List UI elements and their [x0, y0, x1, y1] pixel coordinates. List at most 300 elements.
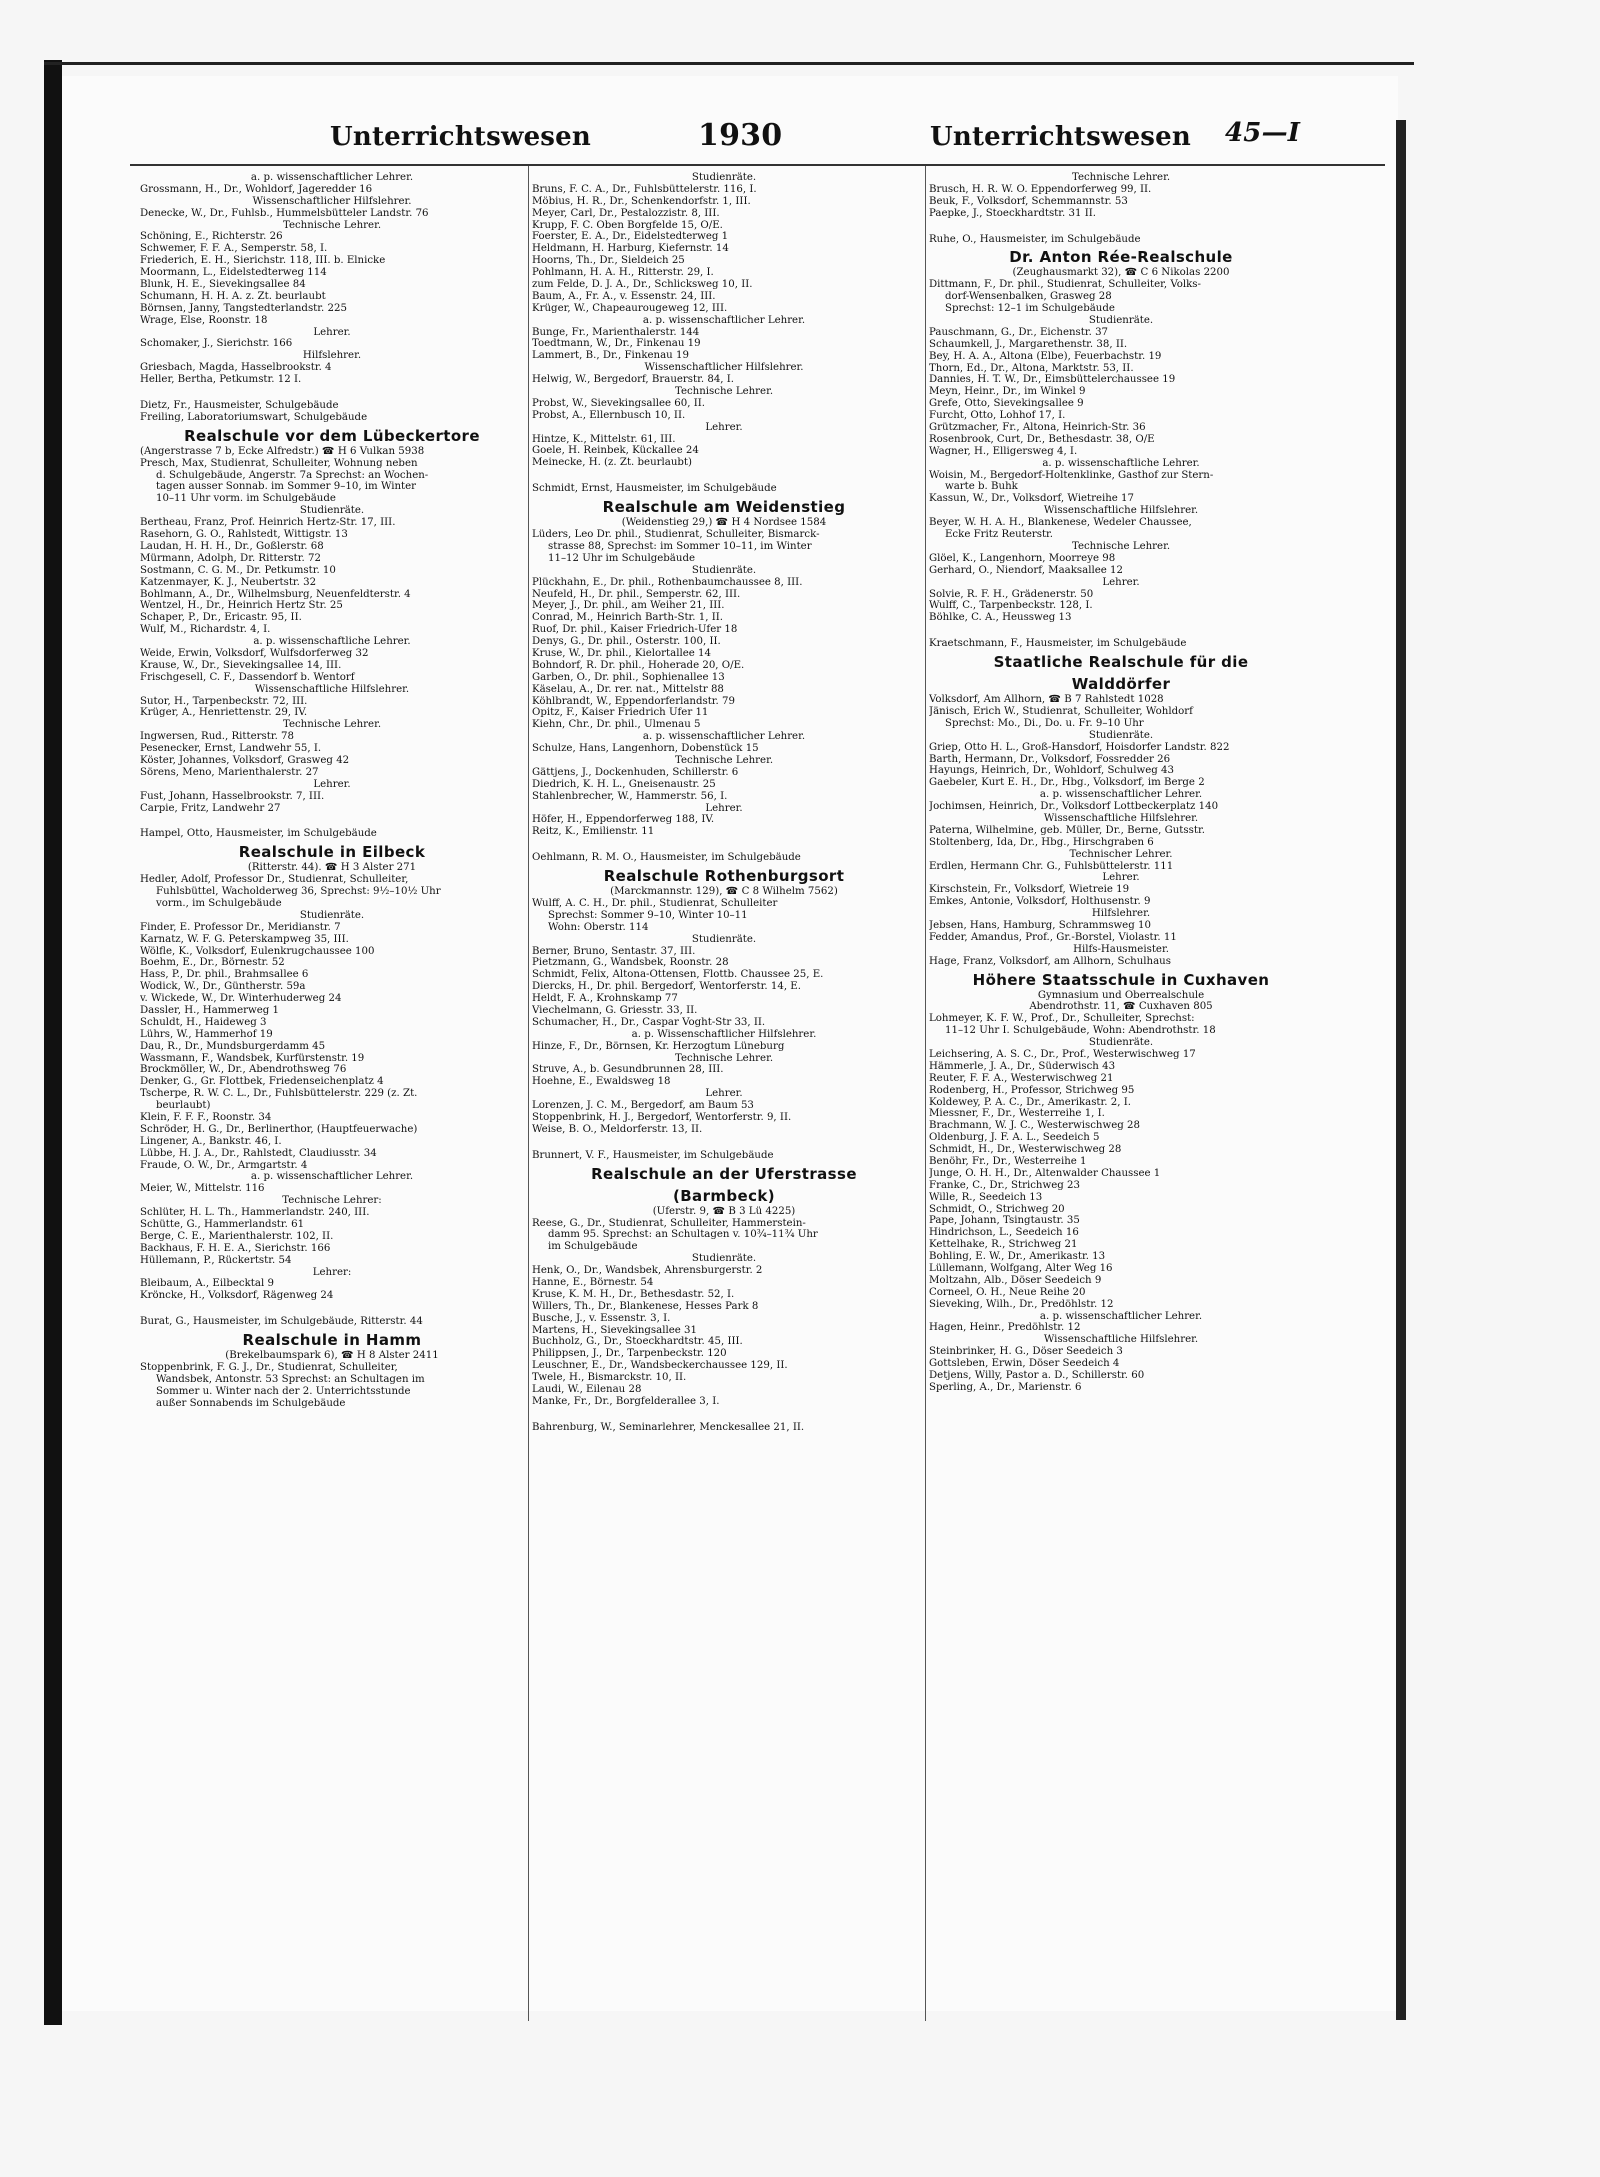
entry-line: Dassler, H., Hammerweg 1	[140, 1005, 279, 1016]
entry-line: Lübbe, H. J. A., Dr., Rahlstedt, Claudiusstr. 34	[140, 1147, 377, 1159]
entry-line: warte b. Buhk	[945, 481, 1018, 493]
entry-line: Volksdorf, Am Allhorn, ☎ B 7 Rahlstedt 1028	[929, 694, 1164, 706]
entry-line: Lorenzen, J. C. M., Bergedorf, am Baum 53	[532, 1100, 754, 1112]
entry-line: Finder, E. Professor Dr., Meridianstr. 7	[140, 921, 341, 933]
entry-line: Woisin, M., Bergedorf-Holtenklinke, Gasthof zur Stern-	[929, 469, 1214, 481]
entry-line: Schomaker, J., Sierichstr. 166	[140, 338, 293, 350]
subsection-label: (Brekelbaumspark 6), ☎ H 8 Alster 2411	[225, 1350, 439, 1362]
entry-line: Pohlmann, H. A. H., Ritterstr. 29, I.	[532, 267, 714, 279]
entry-line: Lammert, B., Dr., Finkenau 19	[532, 350, 689, 362]
entry-line: Solvie, R. F. H., Grädenerstr. 50	[929, 588, 1094, 600]
entry-line: Griep, Otto H. L., Groß-Hansdorf, Hoisdorfer Landstr. 822	[929, 741, 1230, 753]
entry-line: Bohndorf, R. Dr. phil., Hoherade 20, O/E.	[532, 659, 745, 671]
entry-line: Pietzmann, G., Wandsbek, Roonstr. 28	[532, 957, 729, 969]
entry-line: Diedrich, K. H. L., Gneisenaustr. 25	[532, 778, 716, 790]
entry-line: Diercks, H., Dr. phil. Bergedorf, Wentorferstr. 14, E.	[532, 981, 801, 993]
entry-line: Gaebeler, Kurt E. H., Dr., Hbg., Volksdorf, im Berge 2	[929, 777, 1205, 789]
entry-line: Ruof, Dr. phil., Kaiser Friedrich-Ufer 18	[532, 624, 738, 636]
spacer	[929, 220, 1313, 234]
entry-line: Berner, Bruno, Sentastr. 37, III.	[532, 945, 696, 957]
entry-line: Köster, Johannes, Volksdorf, Grasweg 42	[140, 754, 350, 766]
entry-line: Pesenecker, Ernst, Landwehr 55, I.	[140, 743, 322, 755]
entry-line: Junge, O. H. H., Dr., Altenwalder Chaussee 1	[929, 1167, 1161, 1179]
text-column-3	[929, 172, 1313, 1394]
subsection-label: Technische Lehrer.	[1071, 540, 1171, 552]
entry-line: Karnatz, W. F. G. Peterskampweg 35, III.	[140, 933, 349, 945]
entry-line: Heller, Bertha, Petkumstr. 12 I.	[140, 374, 302, 386]
entry-line: Corneel, O. H., Neue Reihe 20	[929, 1286, 1086, 1298]
entry-line: Glöel, K., Langenhorn, Moorreye 98	[929, 552, 1116, 564]
entry-line: Laudi, W., Eilenau 28	[532, 1384, 642, 1396]
entry-line: v. Wickede, W., Dr. Winterhuderweg 24	[140, 993, 342, 1005]
entry-line: Mürmann, Adolph, Dr. Ritterstr. 72	[140, 552, 321, 564]
section-heading: Realschule Rothenburgsort	[603, 867, 845, 886]
entry-line: Heldmann, H. Harburg, Kiefernstr. 14	[532, 243, 729, 255]
entry-line: Wulff, A. C. H., Dr. phil., Studienrat, Schulleiter	[532, 897, 778, 909]
entry-line: Hampel, Otto, Hausmeister, im Schulgebäude	[140, 828, 377, 840]
subsection-label: Studienräte.	[691, 564, 757, 576]
subsection-label: Wissenschaftliche Hilfslehrer.	[1043, 812, 1199, 824]
subsection-label: Lehrer.	[313, 778, 351, 790]
entry-line: Sperling, A., Dr., Marienstr. 6	[929, 1381, 1082, 1393]
entry-line: Helwig, W., Bergedorf, Brauerstr. 84, I.	[532, 374, 735, 386]
entry-line: Garben, O., Dr. phil., Sophienallee 13	[532, 671, 725, 683]
subsection-label: a. p. wissenschaftlicher Lehrer.	[1039, 1310, 1203, 1322]
entry-line: Schütte, G., Hammerlandstr. 61	[140, 1219, 305, 1231]
subsection-label: Studienräte.	[299, 909, 365, 921]
entry-line: Detjens, Willy, Pastor a. D., Schillerstr. 60	[929, 1370, 1145, 1382]
entry-line: strasse 88, Sprechst: im Sommer 10–11, im Winter	[548, 540, 812, 552]
spacer	[532, 469, 916, 483]
text-column-2	[532, 172, 916, 1434]
entry-line: Benöhr, Fr., Dr., Westerreihe 1	[929, 1156, 1087, 1168]
subsection-label: (Ritterstr. 44). ☎ H 3 Alster 271	[247, 862, 417, 874]
entry-line: Sommer u. Winter nach der 2. Unterrichtsstunde	[156, 1385, 411, 1397]
entry-line: Griesbach, Magda, Hasselbrookstr. 4	[140, 362, 332, 374]
entry-line: Bey, H. A. A., Altona (Elbe), Feuerbachstr. 19	[929, 350, 1162, 362]
entry-line: Wassmann, F., Wandsbek, Kurfürstenstr. 19	[140, 1052, 365, 1064]
entry-line: Hoorns, Th., Dr., Sieldeich 25	[532, 255, 685, 267]
subsection-label: Studienräte.	[1088, 729, 1154, 741]
entry-line: Stoppenbrink, H. J., Bergedorf, Wentorferstr. 9, II.	[532, 1112, 792, 1124]
entry-line: Hage, Franz, Volksdorf, am Allhorn, Schulhaus	[929, 955, 1171, 967]
entry-line: Franke, C., Dr., Strichweg 23	[929, 1179, 1080, 1191]
entry-line: Rodenberg, H., Professor, Strichweg 95	[929, 1084, 1135, 1096]
subsection-label: Lehrer:	[312, 1266, 352, 1278]
entry-line: Denker, G., Gr. Flottbek, Friedenseichenplatz 4	[140, 1076, 384, 1088]
entry-line: Dau, R., Dr., Mundsburgerdamm 45	[140, 1040, 326, 1052]
entry-line: Hedler, Adolf, Professor Dr., Studienrat, Schulleiter,	[140, 874, 409, 886]
entry-line: Struve, A., b. Gesundbrunnen 28, III.	[532, 1064, 724, 1076]
entry-line: dorf-Wensenbalken, Grasweg 28	[945, 291, 1112, 303]
entry-line: Carpie, Fritz, Landwehr 27	[140, 802, 281, 814]
subsection-label: a. p. wissenschaftliche Lehrer.	[1042, 457, 1200, 469]
entry-line: Buchholz, G., Dr., Stoeckhardtstr. 45, III.	[532, 1336, 743, 1348]
entry-line: Grützmacher, Fr., Altona, Heinrich-Str. 36	[929, 422, 1146, 434]
entry-line: Bruns, F. C. A., Dr., Fuhlsbüttelerstr. 116, I.	[532, 183, 757, 195]
entry-line: Miessner, F., Dr., Westerreihe 1, I.	[929, 1108, 1105, 1120]
page-number: 45—I	[1225, 118, 1301, 148]
entry-line: Dittmann, F., Dr. phil., Studienrat, Schulleiter, Volks-	[929, 279, 1201, 291]
entry-line: Wentzel, H., Dr., Heinrich Hertz Str. 25	[140, 600, 343, 612]
subsection-label: Technische Lehrer.	[674, 754, 774, 766]
subsection-label: Lehrer.	[313, 326, 351, 338]
entry-line: Fraude, O. W., Dr., Armgartstr. 4	[140, 1159, 308, 1171]
entry-line: Toedtmann, W., Dr., Finkenau 19	[532, 338, 701, 350]
section-heading: Realschule in Eilbeck	[238, 843, 426, 862]
entry-line: Bunge, Fr., Marienthalerstr. 144	[532, 326, 700, 338]
entry-line: Grossmann, H., Dr., Wohldorf, Jageredder 16	[140, 183, 373, 195]
right-page-edge	[1396, 120, 1406, 2020]
entry-line: Katzenmayer, K. J., Neubertstr. 32	[140, 576, 317, 588]
subsection-label: Wissenschaftliche Hilfslehrer.	[254, 683, 410, 695]
subsection-label: Wissenschaftlicher Hilfslehrer.	[644, 362, 804, 374]
entry-line: Schmidt, Felix, Altona-Ottensen, Flottb. Chaussee 25, E.	[532, 969, 824, 981]
entry-line: Schwemer, F. F. A., Semperstr. 58, I.	[140, 243, 328, 255]
section-heading: Realschule am Weidenstieg	[602, 498, 846, 517]
entry-line: Meier, W., Mittelstr. 116	[140, 1183, 265, 1195]
entry-line: Wulff, C., Tarpenbeckstr. 128, I.	[929, 600, 1093, 612]
entry-line: Weide, Erwin, Volksdorf, Wulfsdorferweg 32	[140, 647, 369, 659]
entry-line: Sprechst: 12–1 im Schulgebäude	[945, 303, 1115, 315]
entry-line: Hass, P., Dr. phil., Brahmsallee 6	[140, 969, 309, 981]
entry-line: Stahlenbrecher, W., Hammerstr. 56, I.	[532, 790, 728, 802]
entry-line: Schumacher, H., Dr., Caspar Voght-Str 33, II.	[532, 1016, 766, 1028]
section-heading: (Barmbeck)	[672, 1186, 776, 1205]
subsection-label: (Uferstr. 9, ☎ B 3 Lü 4225)	[652, 1205, 796, 1217]
entry-line: Rosenbrook, Curt, Dr., Bethesdastr. 38, O/E	[929, 433, 1155, 445]
entry-line: Paepke, J., Stoeckhardtstr. 31 II.	[929, 207, 1096, 219]
entry-line: Käselau, A., Dr. rer. nat., Mittelstr 88	[532, 683, 724, 695]
header-year: 1930	[698, 118, 783, 153]
entry-line: Kassun, W., Dr., Volksdorf, Wietreihe 17	[929, 493, 1135, 505]
subsection-label: Gymnasium und Oberrealschule	[1037, 989, 1205, 1001]
entry-line: Oldenburg, J. F. A. L., Seedeich 5	[929, 1132, 1100, 1144]
subsection-label: a. p. wissenschaftlicher Lehrer.	[642, 314, 806, 326]
entry-line: Rasehorn, G. O., Rahlstedt, Wittigstr. 13	[140, 529, 348, 541]
entry-line: Probst, W., Sievekingsallee 60, II.	[532, 397, 705, 409]
entry-line: Krüger, A., Henriettenstr. 29, IV.	[140, 707, 308, 719]
entry-line: Hayungs, Heinrich, Dr., Wohldorf, Schulweg 43	[929, 765, 1174, 777]
subsection-label: Studienräte.	[691, 1253, 757, 1265]
entry-line: Gättjens, J., Dockenhuden, Schillerstr. 6	[532, 766, 739, 778]
entry-line: Schmidt, Ernst, Hausmeister, im Schulgebäude	[532, 483, 777, 495]
entry-line: Fust, Johann, Hasselbrookstr. 7, III.	[140, 790, 325, 802]
subsection-label: Technische Lehrer.	[674, 386, 774, 398]
top-edge-rule	[44, 62, 1414, 65]
subsection-label: Technische Lehrer.	[674, 1052, 774, 1064]
entry-line: Wille, R., Seedeich 13	[929, 1191, 1043, 1203]
entry-line: Jebsen, Hans, Hamburg, Schrammsweg 10	[929, 919, 1151, 931]
subsection-label: Studienräte.	[691, 933, 757, 945]
entry-line: Kraetschmann, F., Hausmeister, im Schulgebäude	[929, 638, 1187, 650]
entry-line: Hindrichson, L., Seedeich 16	[929, 1227, 1079, 1239]
entry-line: Bertheau, Franz, Prof. Heinrich Hertz-Str. 17, III.	[140, 517, 396, 529]
entry-line: Dietz, Fr., Hausmeister, Schulgebäude	[140, 400, 339, 412]
entry-line: Krupp, F. C. Oben Borgfelde 15, O/E.	[532, 219, 723, 231]
entry-line: Pauschmann, G., Dr., Eichenstr. 37	[929, 326, 1109, 338]
entry-line: Moltzahn, Alb., Döser Seedeich 9	[929, 1274, 1102, 1286]
entry-line: Wulf, M., Richardstr. 4, I.	[140, 624, 271, 636]
entry-line: Börnsen, Janny, Tangstedterlandstr. 225	[140, 302, 347, 314]
subsection-label: Lehrer.	[705, 1088, 743, 1100]
subsection-label: Studienräte.	[691, 172, 757, 183]
subsection-label: Wissenschaftlicher Hilfslehrer.	[252, 195, 412, 207]
entry-line: Schmidt, H., Dr., Westerwischweg 28	[929, 1144, 1122, 1156]
entry-line: Hüllemann, P., Rückertstr. 54	[140, 1254, 292, 1266]
subsection-label: Technische Lehrer.	[282, 219, 382, 231]
subsection-label: Studienräte.	[299, 505, 365, 517]
entry-line: Oehlmann, R. M. O., Hausmeister, im Schulgebäude	[532, 852, 801, 864]
entry-line: vorm., im Schulgebäude	[156, 897, 282, 909]
entry-line: Foerster, E. A., Dr., Eidelstedterweg 1	[532, 231, 729, 243]
page-header	[300, 118, 1380, 158]
entry-line: Bleibaum, A., Eilbecktal 9	[140, 1278, 274, 1290]
entry-line: Neufeld, H., Dr. phil., Semperstr. 62, III.	[532, 588, 741, 600]
entry-line: Beuk, F., Volksdorf, Schemmannstr. 53	[929, 195, 1128, 207]
entry-line: Dannies, H. T. W., Dr., Eimsbüttelerchaussee 19	[929, 374, 1176, 386]
entry-line: Twele, H., Bismarckstr. 10, II.	[532, 1372, 687, 1384]
entry-line: (Angerstrasse 7 b, Ecke Alfredstr.) ☎ H 6 Vulkan 5938	[140, 445, 425, 457]
entry-line: Opitz, F., Kaiser Friedrich Ufer 11	[532, 707, 709, 719]
entry-line: Brockmöller, W., Dr., Abendrothsweg 76	[140, 1064, 347, 1076]
entry-line: Reese, G., Dr., Studienrat, Schulleiter, Hammerstein-	[532, 1217, 806, 1229]
entry-line: Meinecke, H. (z. Zt. beurlaubt)	[532, 457, 692, 469]
entry-line: Schöning, E., Richterstr. 26	[140, 231, 283, 243]
entry-line: Sostmann, C. G. M., Dr. Petkumstr. 10	[140, 564, 336, 576]
entry-line: Furcht, Otto, Lohhof 17, I.	[929, 410, 1066, 422]
entry-line: Kruse, K. M. H., Dr., Bethesdastr. 52, I.	[532, 1288, 735, 1300]
entry-line: Stoltenberg, Ida, Dr., Hbg., Hirschgraben 6	[929, 836, 1154, 848]
entry-line: Hintze, K., Mittelstr. 61, III.	[532, 433, 676, 445]
entry-line: Brunnert, V. F., Hausmeister, im Schulgebäude	[532, 1149, 774, 1161]
entry-line: Freiling, Laboratoriumswart, Schulgebäude	[140, 411, 368, 423]
entry-line: Friederich, E. H., Sierichstr. 118, III. b. Elnicke	[140, 255, 386, 267]
subsection-label: Lehrer.	[705, 421, 743, 433]
entry-line: Lührs, W., Hammerhof 19	[140, 1028, 273, 1040]
entry-line: Hämmerle, J. A., Dr., Süderwisch 43	[929, 1060, 1116, 1072]
subsection-label: Technische Lehrer.	[282, 719, 382, 731]
subsection-label: a. p. Wissenschaftlicher Hilfslehrer.	[631, 1028, 817, 1040]
entry-line: Sörens, Meno, Marienthalerstr. 27	[140, 766, 319, 778]
entry-line: Kröncke, H., Volksdorf, Rägenweg 24	[140, 1290, 334, 1302]
entry-line: Burat, G., Hausmeister, im Schulgebäude, Ritterstr. 44	[140, 1316, 423, 1328]
subsection-label: Hilfslehrer.	[302, 350, 362, 362]
entry-line: Reuter, F. F. A., Westerwischweg 21	[929, 1072, 1114, 1084]
entry-line: Kirschstein, Fr., Volksdorf, Wietreie 19	[929, 884, 1130, 896]
entry-line: Fedder, Amandus, Prof., Gr.-Borstel, Violastr. 11	[929, 931, 1177, 943]
entry-line: Schumann, H. H. A. z. Zt. beurlaubt	[140, 290, 326, 302]
section-heading: Dr. Anton Rée-Realschule	[1009, 248, 1233, 267]
subsection-label: a. p. wissenschaftlicher Lehrer.	[1039, 789, 1203, 801]
subsection-label: a. p. wissenschaftlicher Lehrer.	[250, 1171, 414, 1183]
subsection-label: Studienräte.	[1088, 315, 1154, 327]
entry-line: Presch, Max, Studienrat, Schulleiter, Wohnung neben	[140, 457, 418, 469]
entry-line: Klein, F. F. F., Roonstr. 34	[140, 1112, 272, 1124]
entry-line: Sieveking, Wilh., Dr., Predöhlstr. 12	[929, 1298, 1114, 1310]
entry-line: Hagen, Heinr., Predöhlstr. 12	[929, 1322, 1081, 1334]
subsection-label: a. p. wissenschaftlicher Lehrer.	[642, 731, 806, 743]
entry-line: damm 95. Sprechst: an Schultagen v. 10¾–11¾ Uhr	[548, 1229, 818, 1241]
entry-line: Wrage, Else, Roonstr. 18	[140, 314, 268, 326]
entry-line: Lohmeyer, K. F. W., Prof., Dr., Schulleiter, Sprechst:	[929, 1013, 1195, 1025]
entry-line: Hinze, F., Dr., Börnsen, Kr. Herzogtum Lüneburg	[532, 1040, 785, 1052]
spacer	[532, 1408, 916, 1422]
entry-line: Bohling, E. W., Dr., Amerikastr. 13	[929, 1251, 1106, 1263]
entry-line: Thorn, Ed., Dr., Altona, Marktstr. 53, II.	[929, 362, 1134, 374]
column-divider	[925, 166, 926, 2021]
entry-line: Hoehne, E., Ewaldsweg 18	[532, 1076, 671, 1088]
entry-line: Kiehn, Chr., Dr. phil., Ulmenau 5	[532, 719, 701, 731]
spacer	[140, 814, 524, 828]
spacer	[532, 1136, 916, 1150]
entry-line: Böhlke, C. A., Heussweg 13	[929, 612, 1072, 624]
subsection-label: Abendrothstr. 11, ☎ Cuxhaven 805	[1029, 1001, 1213, 1013]
entry-line: 11–12 Uhr im Schulgebäude	[548, 552, 695, 564]
entry-line: Jochimsen, Heinrich, Dr., Volksdorf Lottbeckerplatz 140	[929, 801, 1219, 813]
subsection-label: (Marckmannstr. 129), ☎ C 8 Wilhelm 7562)	[610, 886, 838, 898]
subsection-label: Technischer Lehrer.	[1069, 848, 1173, 860]
subsection-label: Wissenschaftliche Hilfslehrer.	[1043, 505, 1199, 517]
entry-line: Barth, Hermann, Dr., Volksdorf, Fossredder 26	[929, 753, 1171, 765]
entry-line: Tscherpe, R. W. C. L., Dr., Fuhlsbüttelerstr. 229 (z. Zt.	[140, 1088, 418, 1100]
subsection-label: (Weidenstieg 29,) ☎ H 4 Nordsee 1584	[621, 517, 827, 529]
entry-line: Jänisch, Erich W., Studienrat, Schulleiter, Wohldorf	[929, 705, 1193, 717]
entry-line: Reitz, K., Emilienstr. 11	[532, 826, 655, 838]
entry-line: im Schulgebäude	[548, 1241, 638, 1253]
entry-line: Lingener, A., Bankstr. 46, I.	[140, 1135, 282, 1147]
entry-line: Philippsen, J., Dr., Tarpenbeckstr. 120	[532, 1348, 727, 1360]
subsection-label: a. p. wissenschaftliche Lehrer.	[253, 636, 411, 648]
entry-line: Henk, O., Dr., Wandsbek, Ahrensburgerstr. 2	[532, 1265, 763, 1277]
entry-line: Weise, B. O., Meldorferstr. 13, II.	[532, 1123, 703, 1135]
entry-line: tagen ausser Sonnab. im Sommer 9–10, im Winter	[156, 481, 417, 493]
subsection-label: Hilfslehrer.	[1091, 908, 1151, 920]
spacer	[929, 624, 1313, 638]
entry-line: zum Felde, D. J. A., Dr., Schlicksweg 10, II.	[532, 279, 753, 291]
entry-line: Baum, A., Fr. A., v. Essenstr. 24, III.	[532, 290, 716, 302]
entry-line: 10–11 Uhr vorm. im Schulgebäude	[156, 493, 336, 505]
entry-line: Meyer, Carl, Dr., Pestalozzistr. 8, III.	[532, 207, 720, 219]
entry-line: Gottsleben, Erwin, Döser Seedeich 4	[929, 1358, 1120, 1370]
entry-line: Leuschner, E., Dr., Wandsbeckerchaussee 129, II.	[532, 1360, 788, 1372]
entry-line: Backhaus, F. H. E. A., Sierichstr. 166	[140, 1242, 331, 1254]
entry-line: Bahrenburg, W., Seminarlehrer, Menckesallee 21, II.	[532, 1421, 805, 1433]
entry-line: Möbius, H. R., Dr., Schenkendorfstr. 1, III.	[532, 195, 751, 207]
header-rule	[130, 164, 1385, 166]
entry-line: Goele, H. Reinbek, Kückallee 24	[532, 445, 699, 457]
subsection-label: Technische Lehrer:	[282, 1195, 382, 1207]
entry-line: Viechelmann, G. Griesstr. 33, II.	[532, 1005, 698, 1016]
subsection-label: (Zeughausmarkt 32), ☎ C 6 Nikolas 2200	[1012, 267, 1230, 279]
entry-line: Brusch, H. R. W. O. Eppendorferweg 99, II.	[929, 183, 1152, 195]
entry-line: Fuhlsbüttel, Wacholderweg 36, Sprechst: 9½–10½ Uhr	[156, 886, 441, 898]
entry-line: Hanne, E., Börnestr. 54	[532, 1277, 654, 1289]
spacer	[532, 838, 916, 852]
entry-line: Emkes, Antonie, Volksdorf, Holthusenstr. 9	[929, 896, 1151, 908]
spacer	[140, 1302, 524, 1316]
entry-line: Köhlbrandt, W., Eppendorferlandstr. 79	[532, 695, 735, 707]
text-column-1	[140, 172, 524, 1410]
entry-line: Ecke Fritz Reuterstr.	[945, 529, 1054, 541]
entry-line: Manke, Fr., Dr., Borgfelderallee 3, I.	[532, 1395, 720, 1407]
entry-line: Kruse, W., Dr. phil., Kielortallee 14	[532, 647, 711, 659]
header-left-title: Unterrichtswesen	[330, 122, 591, 152]
section-heading: Realschule vor dem Lübeckertore	[184, 426, 480, 445]
entry-line: 11–12 Uhr I. Schulgebäude, Wohn: Abendrothstr. 18	[945, 1025, 1216, 1037]
entry-line: Probst, A., Ellernbusch 10, II.	[532, 409, 686, 421]
subsection-label: Hilfs-Hausmeister.	[1073, 943, 1169, 955]
entry-line: Moormann, L., Eidelstedterweg 114	[140, 267, 327, 279]
entry-line: Frischgesell, C. F., Dassendorf b. Wentorf	[140, 671, 355, 683]
entry-line: Wohn: Oberstr. 114	[548, 921, 649, 933]
entry-line: Heldt, F. A., Krohnskamp 77	[532, 993, 678, 1005]
entry-line: Conrad, M., Heinrich Barth-Str. 1, II.	[532, 612, 724, 624]
entry-line: Wagner, H., Elligersweg 4, I.	[929, 445, 1078, 457]
entry-line: Koldewey, P. A. C., Dr., Amerikastr. 2, I.	[929, 1096, 1131, 1108]
entry-line: Steinbrinker, H. G., Döser Seedeich 3	[929, 1346, 1123, 1358]
entry-line: Schaper, P., Dr., Ericastr. 95, II.	[140, 612, 302, 624]
subsection-label: Studienräte.	[1088, 1037, 1154, 1049]
entry-line: Denecke, W., Dr., Fuhlsb., Hummelsbütteler Landstr. 76	[140, 207, 429, 219]
entry-line: beurlaubt)	[156, 1100, 211, 1112]
entry-line: Berge, C. E., Marienthalerstr. 102, II.	[140, 1230, 334, 1242]
section-heading: Realschule in Hamm	[242, 1331, 422, 1350]
entry-line: Schuldt, H., Haideweg 3	[140, 1016, 267, 1028]
entry-line: außer Sonnabends im Schulgebäude	[156, 1397, 346, 1409]
entry-line: Erdlen, Hermann Chr. G., Fuhlsbüttelerstr. 111	[929, 860, 1174, 872]
section-heading: Realschule an der Uferstrasse	[591, 1164, 857, 1183]
entry-line: Brachmann, W. J. C., Westerwischweg 28	[929, 1120, 1140, 1132]
entry-line: Sprechst: Sommer 9–10, Winter 10–11	[548, 909, 748, 921]
entry-line: d. Schulgebäude, Angerstr. 7a Sprechst: an Wochen-	[156, 469, 429, 481]
section-heading: Walddörfer	[1071, 675, 1171, 694]
spacer	[140, 386, 524, 400]
subsection-label: Lehrer.	[1102, 576, 1140, 588]
entry-line: Lüders, Leo Dr. phil., Studienrat, Schulleiter, Bismarck-	[532, 529, 820, 541]
entry-line: Sutor, H., Tarpenbeckstr. 72, III.	[140, 695, 308, 707]
binding-edge	[44, 60, 62, 2025]
entry-line: Schmidt, O., Strichweg 20	[929, 1203, 1065, 1215]
entry-line: Wölfle, K., Volksdorf, Eulenkrugchaussee 100	[140, 945, 375, 957]
entry-line: Willers, Th., Dr., Blankenese, Hesses Park 8	[532, 1300, 759, 1312]
entry-line: Schlüter, H. L. Th., Hammerlandstr. 240, III.	[140, 1207, 370, 1219]
subsection-label: Wissenschaftliche Hilfslehrer.	[1043, 1334, 1199, 1346]
entry-line: Meyer, J., Dr. phil., am Weiher 21, III.	[532, 600, 725, 612]
entry-line: Plückhahn, E., Dr. phil., Rothenbaumchaussee 8, III.	[532, 576, 803, 588]
entry-line: Krause, W., Dr., Sievekingsallee 14, III.	[140, 659, 342, 671]
entry-line: Leichsering, A. S. C., Dr., Prof., Westerwischweg 17	[929, 1049, 1196, 1060]
entry-line: Ruhe, O., Hausmeister, im Schulgebäude	[929, 233, 1141, 245]
entry-line: Denys, G., Dr. phil., Osterstr. 100, II.	[532, 636, 721, 648]
entry-line: Gerhard, O., Niendorf, Maaksallee 12	[929, 564, 1124, 576]
section-heading: Höhere Staatsschule in Cuxhaven	[972, 970, 1270, 989]
entry-line: Blunk, H. E., Sievekingsallee 84	[140, 279, 306, 291]
entry-line: Busche, J., v. Essenstr. 3, I.	[532, 1312, 671, 1324]
entry-line: Wodick, W., Dr., Güntherstr. 59a	[140, 981, 306, 993]
entry-line: Laudan, H. H. H., Dr., Goßlerstr. 68	[140, 540, 324, 552]
entry-line: Grefe, Otto, Sievekingsallee 9	[929, 398, 1084, 410]
section-heading: Staatliche Realschule für die	[993, 653, 1249, 672]
column-divider	[528, 166, 529, 2021]
header-right-title: Unterrichtswesen	[930, 122, 1191, 152]
entry-line: Ingwersen, Rud., Ritterstr. 78	[140, 731, 295, 743]
subsection-label: Lehrer.	[1102, 872, 1140, 884]
entry-line: Bohlmann, A., Dr., Wilhelmsburg, Neuenfeldterstr. 4	[140, 588, 411, 600]
subsection-label: a. p. wissenschaftlicher Lehrer.	[250, 172, 414, 183]
entry-line: Martens, H., Sievekingsallee 31	[532, 1324, 698, 1336]
entry-line: Höfer, H., Eppendorferweg 188, IV.	[532, 814, 715, 826]
